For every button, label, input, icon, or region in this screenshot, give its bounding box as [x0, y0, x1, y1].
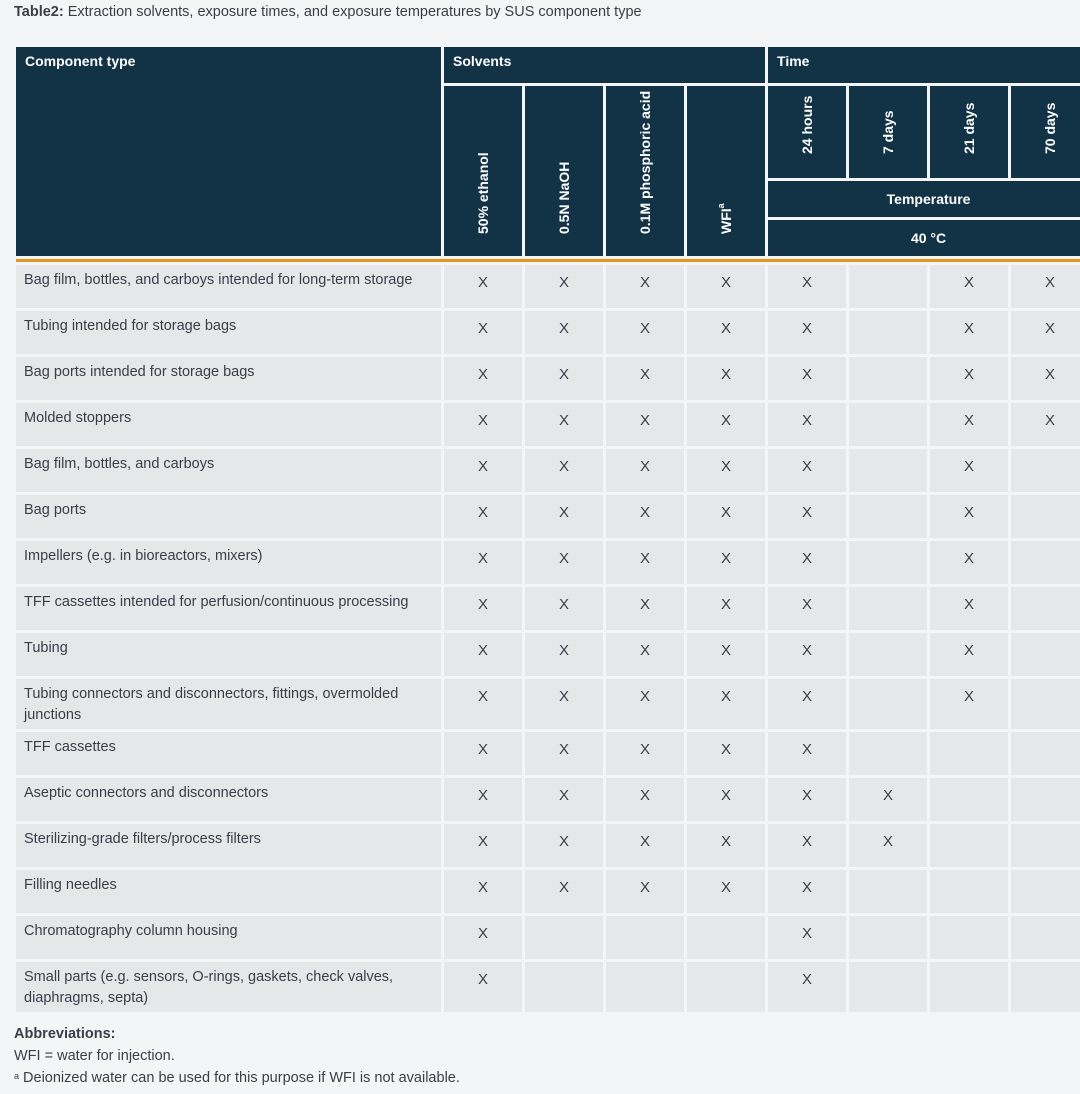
row-label: Bag ports — [16, 495, 441, 538]
row-mark-cell — [849, 916, 927, 959]
row-mark-cell: X — [606, 403, 684, 446]
row-mark-cell — [849, 265, 927, 308]
header-time-24h-label: 24 hours — [799, 95, 816, 154]
row-mark-cell: X — [444, 778, 522, 821]
row-mark-cell: X — [768, 679, 846, 729]
header-temperature: Temperature — [768, 181, 1080, 217]
row-mark-cell — [849, 633, 927, 676]
row-mark-cell: X — [687, 870, 765, 913]
row-mark-cell — [1011, 587, 1080, 630]
row-mark-cell — [849, 732, 927, 775]
header-time-21d — [930, 86, 1008, 178]
row-mark-cell: X — [768, 778, 846, 821]
row-mark-cell: X — [606, 541, 684, 584]
row-mark-cell — [1011, 916, 1080, 959]
row-label: Small parts (e.g. sensors, O-rings, gaskets, check valves, diaphragms, septa) — [16, 962, 441, 1012]
table-row — [16, 824, 1080, 867]
row-mark-cell: X — [606, 449, 684, 492]
row-mark-cell: X — [687, 541, 765, 584]
table-row — [16, 403, 1080, 446]
row-mark-cell — [849, 495, 927, 538]
table-row — [16, 541, 1080, 584]
row-mark-cell: X — [525, 449, 603, 492]
row-mark-cell — [1011, 679, 1080, 729]
row-mark-cell: X — [930, 449, 1008, 492]
header-solvent-wfi — [687, 86, 765, 256]
row-mark-cell: X — [768, 311, 846, 354]
row-mark-cell: X — [687, 732, 765, 775]
table-row — [16, 679, 1080, 729]
row-mark-cell: X — [1011, 357, 1080, 400]
header-time-7d-label: 7 days — [880, 110, 897, 154]
row-mark-cell — [1011, 541, 1080, 584]
row-mark-cell: X — [606, 265, 684, 308]
table-row — [16, 265, 1080, 308]
row-mark-cell: X — [525, 541, 603, 584]
row-mark-cell: X — [525, 403, 603, 446]
row-mark-cell — [930, 870, 1008, 913]
header-solvent-phosphoric — [606, 86, 684, 256]
row-mark-cell: X — [606, 679, 684, 729]
row-mark-cell: X — [687, 824, 765, 867]
header-solvent-wfi-wrap — [718, 203, 734, 234]
row-mark-cell: X — [930, 495, 1008, 538]
row-mark-cell: X — [687, 449, 765, 492]
table-row — [16, 633, 1080, 676]
extraction-table — [13, 44, 1080, 1015]
row-mark-cell: X — [444, 916, 522, 959]
row-mark-cell — [849, 541, 927, 584]
row-mark-cell: X — [525, 311, 603, 354]
row-label: Tubing intended for storage bags — [16, 311, 441, 354]
row-mark-cell: X — [606, 824, 684, 867]
row-mark-cell: X — [768, 403, 846, 446]
row-mark-cell — [606, 916, 684, 959]
row-label: Sterilizing-grade filters/process filters — [16, 824, 441, 867]
row-mark-cell: X — [768, 916, 846, 959]
row-label: Bag film, bottles, and carboys intended for long-term storage — [16, 265, 441, 308]
row-mark-cell — [1011, 633, 1080, 676]
row-mark-cell — [1011, 824, 1080, 867]
table-caption-label: Table2: — [14, 4, 64, 20]
row-label: Filling needles — [16, 870, 441, 913]
row-mark-cell: X — [444, 449, 522, 492]
row-mark-cell: X — [768, 732, 846, 775]
row-label: Tubing — [16, 633, 441, 676]
row-label: TFF cassettes — [16, 732, 441, 775]
accent-rule-cell — [16, 259, 1080, 262]
row-mark-cell — [849, 357, 927, 400]
row-mark-cell — [606, 962, 684, 1012]
row-mark-cell — [849, 870, 927, 913]
table-row — [16, 449, 1080, 492]
row-label: TFF cassettes intended for perfusion/continuous processing — [16, 587, 441, 630]
row-label: Impellers (e.g. in bioreactors, mixers) — [16, 541, 441, 584]
abbreviations — [14, 1023, 460, 1089]
row-mark-cell — [849, 311, 927, 354]
row-mark-cell: X — [525, 633, 603, 676]
row-label: Bag film, bottles, and carboys — [16, 449, 441, 492]
row-mark-cell — [930, 824, 1008, 867]
row-mark-cell: X — [687, 587, 765, 630]
table-caption-text: Extraction solvents, exposure times, and exposure temperatures by SUS component type — [63, 4, 642, 20]
row-mark-cell: X — [930, 311, 1008, 354]
row-mark-cell — [1011, 732, 1080, 775]
abbreviations-footnote — [14, 1067, 460, 1089]
row-mark-cell: X — [930, 403, 1008, 446]
header-solvents: Solvents — [444, 47, 765, 83]
row-mark-cell: X — [768, 824, 846, 867]
row-mark-cell: X — [687, 311, 765, 354]
header-accent-rule — [16, 259, 1080, 262]
row-mark-cell: X — [849, 824, 927, 867]
row-mark-cell: X — [606, 495, 684, 538]
row-mark-cell — [525, 962, 603, 1012]
row-mark-cell: X — [930, 541, 1008, 584]
table-caption — [14, 4, 642, 20]
row-mark-cell: X — [444, 679, 522, 729]
row-mark-cell: X — [525, 265, 603, 308]
row-mark-cell — [849, 962, 927, 1012]
row-mark-cell: X — [687, 403, 765, 446]
header-solvent-ethanol-label: 50% ethanol — [475, 152, 491, 234]
row-mark-cell: X — [768, 962, 846, 1012]
row-mark-cell: X — [525, 495, 603, 538]
row-mark-cell: X — [525, 870, 603, 913]
row-mark-cell: X — [687, 778, 765, 821]
row-mark-cell: X — [525, 357, 603, 400]
table-row — [16, 916, 1080, 959]
table-row — [16, 587, 1080, 630]
header-time-70d — [1011, 86, 1080, 178]
header-wfi-footnote-mark: a — [716, 203, 727, 209]
row-label: Bag ports intended for storage bags — [16, 357, 441, 400]
row-mark-cell: X — [687, 357, 765, 400]
row-mark-cell: X — [930, 357, 1008, 400]
footnote-mark: a — [14, 1071, 20, 1081]
row-mark-cell — [930, 778, 1008, 821]
row-mark-cell: X — [525, 778, 603, 821]
row-mark-cell: X — [606, 357, 684, 400]
table-row — [16, 962, 1080, 1012]
row-mark-cell: X — [687, 265, 765, 308]
row-mark-cell: X — [1011, 265, 1080, 308]
row-mark-cell: X — [525, 732, 603, 775]
header-time: Time — [768, 47, 1080, 83]
header-solvent-ethanol — [444, 86, 522, 256]
row-mark-cell: X — [687, 679, 765, 729]
row-mark-cell — [849, 403, 927, 446]
row-mark-cell: X — [606, 633, 684, 676]
row-mark-cell: X — [606, 870, 684, 913]
abbreviations-wfi: WFI = water for injection. — [14, 1048, 175, 1064]
row-mark-cell: X — [930, 265, 1008, 308]
row-mark-cell: X — [768, 495, 846, 538]
row-mark-cell: X — [849, 778, 927, 821]
row-label: Tubing connectors and disconnectors, fittings, overmolded junctions — [16, 679, 441, 729]
row-mark-cell — [1011, 778, 1080, 821]
row-mark-cell: X — [444, 311, 522, 354]
row-mark-cell: X — [606, 732, 684, 775]
row-mark-cell: X — [444, 403, 522, 446]
row-mark-cell: X — [444, 265, 522, 308]
row-mark-cell: X — [606, 778, 684, 821]
row-mark-cell: X — [1011, 403, 1080, 446]
row-mark-cell — [1011, 449, 1080, 492]
row-mark-cell: X — [930, 633, 1008, 676]
row-mark-cell: X — [768, 357, 846, 400]
row-mark-cell — [849, 587, 927, 630]
row-mark-cell: X — [525, 824, 603, 867]
header-solvent-wfi-label: WFI — [718, 208, 735, 234]
row-mark-cell — [930, 962, 1008, 1012]
row-mark-cell: X — [768, 870, 846, 913]
row-mark-cell: X — [444, 633, 522, 676]
header-solvent-naoh-label: 0.5N NaOH — [556, 161, 572, 234]
table-row — [16, 778, 1080, 821]
row-label: Molded stoppers — [16, 403, 441, 446]
header-time-21d-label: 21 days — [961, 102, 978, 154]
row-mark-cell: X — [525, 587, 603, 630]
footnote-text: Deionized water can be used for this purpose if WFI is not available. — [19, 1070, 460, 1086]
row-mark-cell: X — [525, 679, 603, 729]
header-time-7d — [849, 86, 927, 178]
row-mark-cell: X — [768, 449, 846, 492]
row-mark-cell: X — [606, 311, 684, 354]
row-mark-cell: X — [687, 633, 765, 676]
row-mark-cell: X — [444, 541, 522, 584]
table-row — [16, 311, 1080, 354]
table-row — [16, 870, 1080, 913]
header-time-70d-label: 70 days — [1042, 102, 1059, 154]
row-mark-cell: X — [606, 587, 684, 630]
row-mark-cell: X — [444, 824, 522, 867]
row-label: Chromatography column housing — [16, 916, 441, 959]
row-mark-cell — [849, 679, 927, 729]
abbreviations-title: Abbreviations: — [14, 1026, 116, 1042]
row-mark-cell: X — [444, 962, 522, 1012]
row-mark-cell: X — [768, 265, 846, 308]
row-mark-cell: X — [930, 587, 1008, 630]
row-mark-cell: X — [768, 541, 846, 584]
row-mark-cell — [849, 449, 927, 492]
row-mark-cell — [1011, 870, 1080, 913]
header-solvent-phosphoric-label: 0.1M phosphoric acid — [637, 90, 653, 234]
row-mark-cell: X — [768, 633, 846, 676]
table-row — [16, 357, 1080, 400]
row-mark-cell — [525, 916, 603, 959]
row-mark-cell — [1011, 495, 1080, 538]
header-time-24h — [768, 86, 846, 178]
row-mark-cell: X — [444, 495, 522, 538]
row-mark-cell: X — [444, 732, 522, 775]
row-mark-cell: X — [930, 679, 1008, 729]
table-body — [16, 259, 1080, 1012]
row-mark-cell — [930, 916, 1008, 959]
row-mark-cell: X — [444, 587, 522, 630]
row-mark-cell — [687, 916, 765, 959]
header-component-type: Component type — [16, 47, 441, 256]
table-row — [16, 732, 1080, 775]
row-label: Aseptic connectors and disconnectors — [16, 778, 441, 821]
row-mark-cell — [1011, 962, 1080, 1012]
row-mark-cell: X — [444, 357, 522, 400]
table-row — [16, 495, 1080, 538]
row-mark-cell: X — [768, 587, 846, 630]
row-mark-cell — [930, 732, 1008, 775]
row-mark-cell: X — [1011, 311, 1080, 354]
header-temperature-value: 40 °C — [768, 220, 1080, 256]
row-mark-cell: X — [444, 870, 522, 913]
header-solvent-naoh — [525, 86, 603, 256]
row-mark-cell — [687, 962, 765, 1012]
row-mark-cell: X — [687, 495, 765, 538]
